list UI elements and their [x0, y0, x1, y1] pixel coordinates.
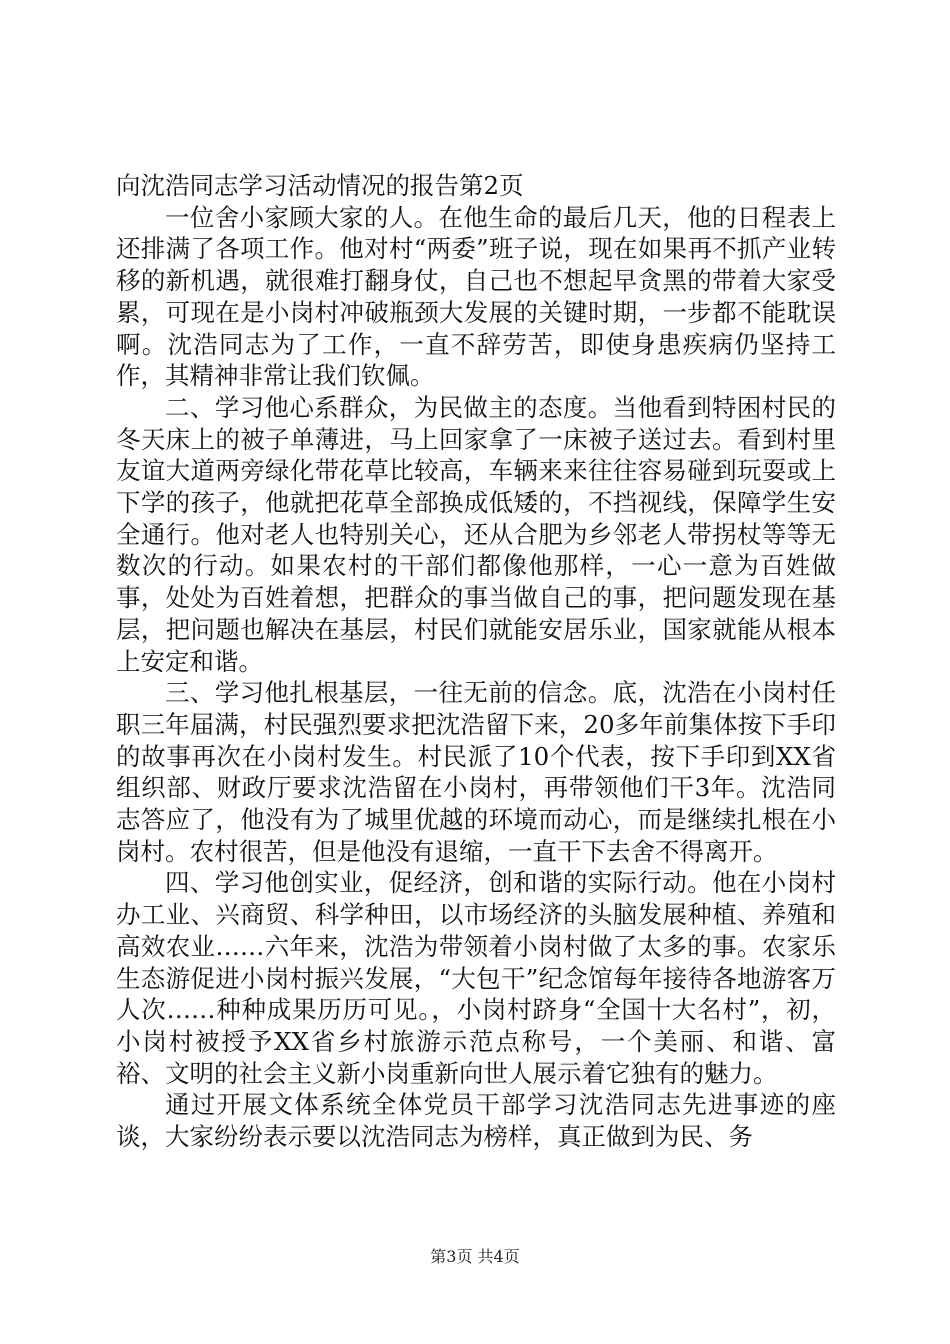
- paragraph-2: 二、学习他心系群众，为民做主的态度。当他看到特困村民的冬天床上的被子单薄进，马上回家拿了一床被子送过去。看到村里友谊大道两旁绿化带花草比较高，车辆来来往往容易碰到玩耍或上下学的孩子，他就把花草全部换成低矮的，不挡视线，保障学生安全通行。他对老人也特别关心，还从合肥为乡邻老人带拐杖等等无数次的行动。如果农村的干部们都像他那样，一心一意为百姓做事，处处为百姓着想，把群众的事当做自己的事，把问题发现在基层，把问题也解决在基层，村民们就能安居乐业，国家就能从根本上安定和谐。: [116, 392, 836, 676]
- paragraph-1: 一位舍小家顾大家的人。在他生命的最后几天，他的日程表上还排满了各项工作。他对村“两委”班子说，现在如果再不抓产业转移的新机遇，就很难打翻身仗，自己也不想起早贪黑的带着大家受累，可现在是小岗村冲破瓶颈大发展的关键时期，一步都不能耽误啊。沈浩同志为了工作，一直不辞劳苦，即使身患疾病仍坚持工作，其精神非常让我们钦佩。: [116, 202, 836, 391]
- document-body: [116, 170, 836, 1153]
- paragraph-5: 通过开展文体系统全体党员干部学习沈浩同志先进事迹的座谈，大家纷纷表示要以沈浩同志为榜样，真正做到为民、务: [116, 1090, 836, 1152]
- document-title: 向沈浩同志学习活动情况的报告第2页: [116, 171, 524, 200]
- paragraph-4: 四、学习他创实业，促经济，创和谐的实际行动。他在小岗村办工业、兴商贸、科学种田，以市场经济的头脑发展种植、养殖和高效农业……六年来，沈浩为带领着小岗村做了太多的事。农家乐生态游促进小岗村振兴发展，“大包干”纪念馆每年接待各地游客万人次……种种成果历历可见。，小岗村跻身“全国十大名村”，初，小岗村被授予XX省乡村旅游示范点称号，一个美丽、和谐、富裕、文明的社会主义新小岗重新向世人展示着它独有的魅力。: [116, 868, 836, 1088]
- page-footer: 第3页 共4页: [430, 1247, 520, 1266]
- paragraph-3: 三、学习他扎根基层，一往无前的信念。底，沈浩在小岗村任职三年届满，村民强烈要求把沈浩留下来，20多年前集体按下手印的故事再次在小岗村发生。村民派了10个代表，按下手印到XX省组织部、财政厅要求沈浩留在小岗村，再带领他们干3年。沈浩同志答应了，他没有为了城里优越的环境而动心，而是继续扎根在小岗村。农村很苦，但是他没有退缩，一直干下去舍不得离开。: [116, 678, 836, 866]
